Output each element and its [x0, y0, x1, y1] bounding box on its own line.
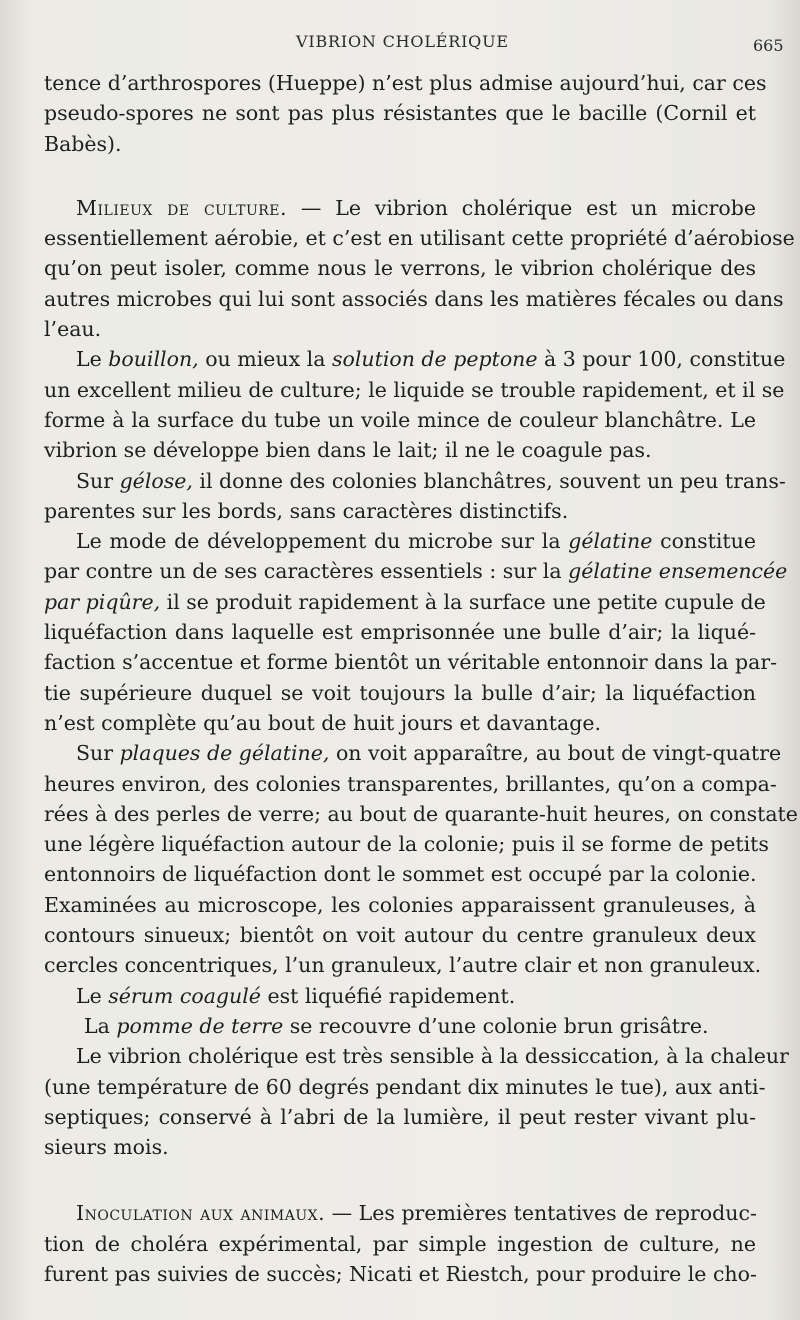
section-heading: Milieux de culture.: [76, 195, 288, 220]
text-line: contours sinueux; bientôt on voit autour du centre granuleux deux: [44, 923, 756, 948]
text-run: Sur: [76, 741, 120, 766]
italic-term: gélose,: [119, 468, 193, 493]
text-line: [44, 466, 786, 496]
text-line: vibrion se développe bien dans le lait; il ne le coagule pas.: [44, 438, 652, 463]
text-line: qu’on peut isoler, comme nous le verrons, le vibrion cholérique des: [44, 256, 756, 281]
section-spacer: [44, 1162, 756, 1198]
heading-dash: —: [287, 195, 336, 220]
text-line: autres microbes qui lui sont associés dans les matières fécales ou dans: [44, 286, 784, 311]
text-line: sieurs mois.: [44, 1135, 169, 1160]
text-line: Babès).: [44, 131, 122, 156]
text-run: se recouvre d’une colonie brun grisâtre.: [283, 1013, 709, 1038]
text-run: ou mieux la: [198, 347, 332, 372]
text-line: [44, 526, 756, 556]
paragraph-dessiccation: [44, 1041, 789, 1162]
italic-term: par piqûre,: [44, 589, 161, 614]
text-run: constitue: [652, 529, 756, 554]
body-text: [44, 68, 798, 1289]
text-line: parentes sur les bords, sans caractères distinctifs.: [44, 498, 569, 523]
italic-term: bouillon,: [108, 347, 199, 372]
text-line: essentiellement aérobie, et c’est en utilisant cette propriété d’aérobiose: [44, 226, 795, 251]
paragraph-plaques: [44, 738, 798, 980]
text-line: heures environ, des colonies transparentes, brillantes, qu’on a compa-: [44, 771, 777, 796]
text-run: à 3 pour 100, constitue: [537, 347, 786, 372]
text-line: tence d’arthrospores (Hueppe) n’est plus admise aujourd’hui, car ces: [44, 71, 767, 95]
text-line: pseudo-spores ne sont pas plus résistantes que le bacille (Cornil et: [44, 101, 756, 126]
text-line: une légère liquéfaction autour de la colonie; puis il se forme de petits: [44, 832, 769, 857]
text-line: n’est complète qu’au bout de huit jours et davantage.: [44, 710, 601, 735]
text-run: il donne des colonies blanchâtres, souvent un peu trans-: [192, 468, 786, 493]
italic-term: plaques de gélatine,: [119, 741, 330, 766]
text-line: faction s’accentue et forme bientôt un véritable entonnoir dans la par-: [44, 650, 778, 675]
paragraph-gelatine: [44, 526, 788, 738]
text-run: est liquéfié rapidement.: [260, 983, 516, 1008]
text-line: [44, 193, 756, 223]
text-run: on voit apparaître, au bout de vingt-quatre: [329, 741, 782, 766]
text-line: furent pas suivies de succès; Nicati et Riestch, pour produire le cho-: [44, 1261, 757, 1286]
text-line: l’eau.: [44, 317, 102, 342]
paragraph-pomme-de-terre: [44, 1011, 756, 1041]
text-line: [44, 738, 782, 768]
text-run: Le: [76, 347, 109, 372]
text-line: tion de choléra expérimental, par simple ingestion de culture, ne: [44, 1231, 756, 1256]
text-run: Le: [76, 983, 109, 1008]
italic-term: solution de peptone: [331, 347, 538, 372]
running-head: [0, 32, 800, 56]
text-line: entonnoirs de liquéfaction dont le sommet est occupé par la colonie.: [44, 862, 757, 887]
italic-term: gélatine: [568, 529, 653, 554]
heading-text: Le vibrion cholérique est un microbe: [335, 195, 756, 220]
text-line: [44, 587, 766, 617]
text-line: [44, 344, 786, 374]
text-run: Sur: [76, 468, 120, 493]
italic-term: pomme de terre: [116, 1013, 284, 1038]
text-line: cercles concentriques, l’un granuleux, l’autre clair et non granuleux.: [44, 953, 762, 978]
text-run: par contre un de ses caractères essentiels : sur la: [44, 559, 569, 584]
text-line: rées à des perles de verre; au bout de quarante-huit heures, on constate: [44, 801, 798, 826]
section-milieux-de-culture: [44, 193, 795, 344]
page-number: 665: [753, 36, 784, 55]
text-run: Le mode de développement du microbe sur la: [76, 529, 569, 554]
section-spacer: [44, 159, 756, 193]
heading-dash: —: [325, 1201, 359, 1226]
italic-term: sérum coagulé: [108, 983, 261, 1008]
paragraph-bouillon: [44, 344, 786, 465]
text-line: forme à la surface du tube un voile mince de couleur blanchâtre. Le: [44, 407, 756, 432]
text-line: [44, 981, 756, 1011]
text-line: Le vibrion cholérique est très sensible à la dessiccation, à la chaleur: [76, 1044, 789, 1069]
section-inoculation: [44, 1198, 756, 1289]
text-line: [44, 556, 788, 586]
text-line: un excellent milieu de culture; le liquide se trouble rapidement, et il se: [44, 377, 785, 402]
text-line: (une température de 60 degrés pendant dix minutes le tue), aux anti-: [44, 1074, 766, 1099]
text-line: tie supérieure duquel se voit toujours la bulle d’air; la liquéfaction: [44, 680, 756, 705]
text-run: il se produit rapidement à la surface une petite cupule de: [160, 589, 766, 614]
text-line: [44, 1198, 756, 1228]
text-line: liquéfaction dans laquelle est emprisonnée une bulle d’air; la liqué-: [44, 620, 756, 645]
text-line: Examinées au microscope, les colonies apparaissent granuleuses, à: [44, 892, 756, 917]
paragraph-arthrospores: [44, 68, 767, 159]
paragraph-gelose: [44, 466, 786, 527]
text-run: La: [84, 1013, 117, 1038]
text-line: [44, 1011, 756, 1041]
running-title: VIBRION CHOLÉRIQUE: [296, 32, 509, 51]
heading-text: Les premières tentatives de reproduc-: [358, 1201, 757, 1226]
italic-term: gélatine ensemencée: [568, 559, 788, 584]
text-line: septiques; conservé à l’abri de la lumière, il peut rester vivant plu-: [44, 1104, 756, 1129]
paragraph-serum: [44, 981, 756, 1011]
section-heading: Inoculation aux animaux.: [76, 1201, 326, 1226]
